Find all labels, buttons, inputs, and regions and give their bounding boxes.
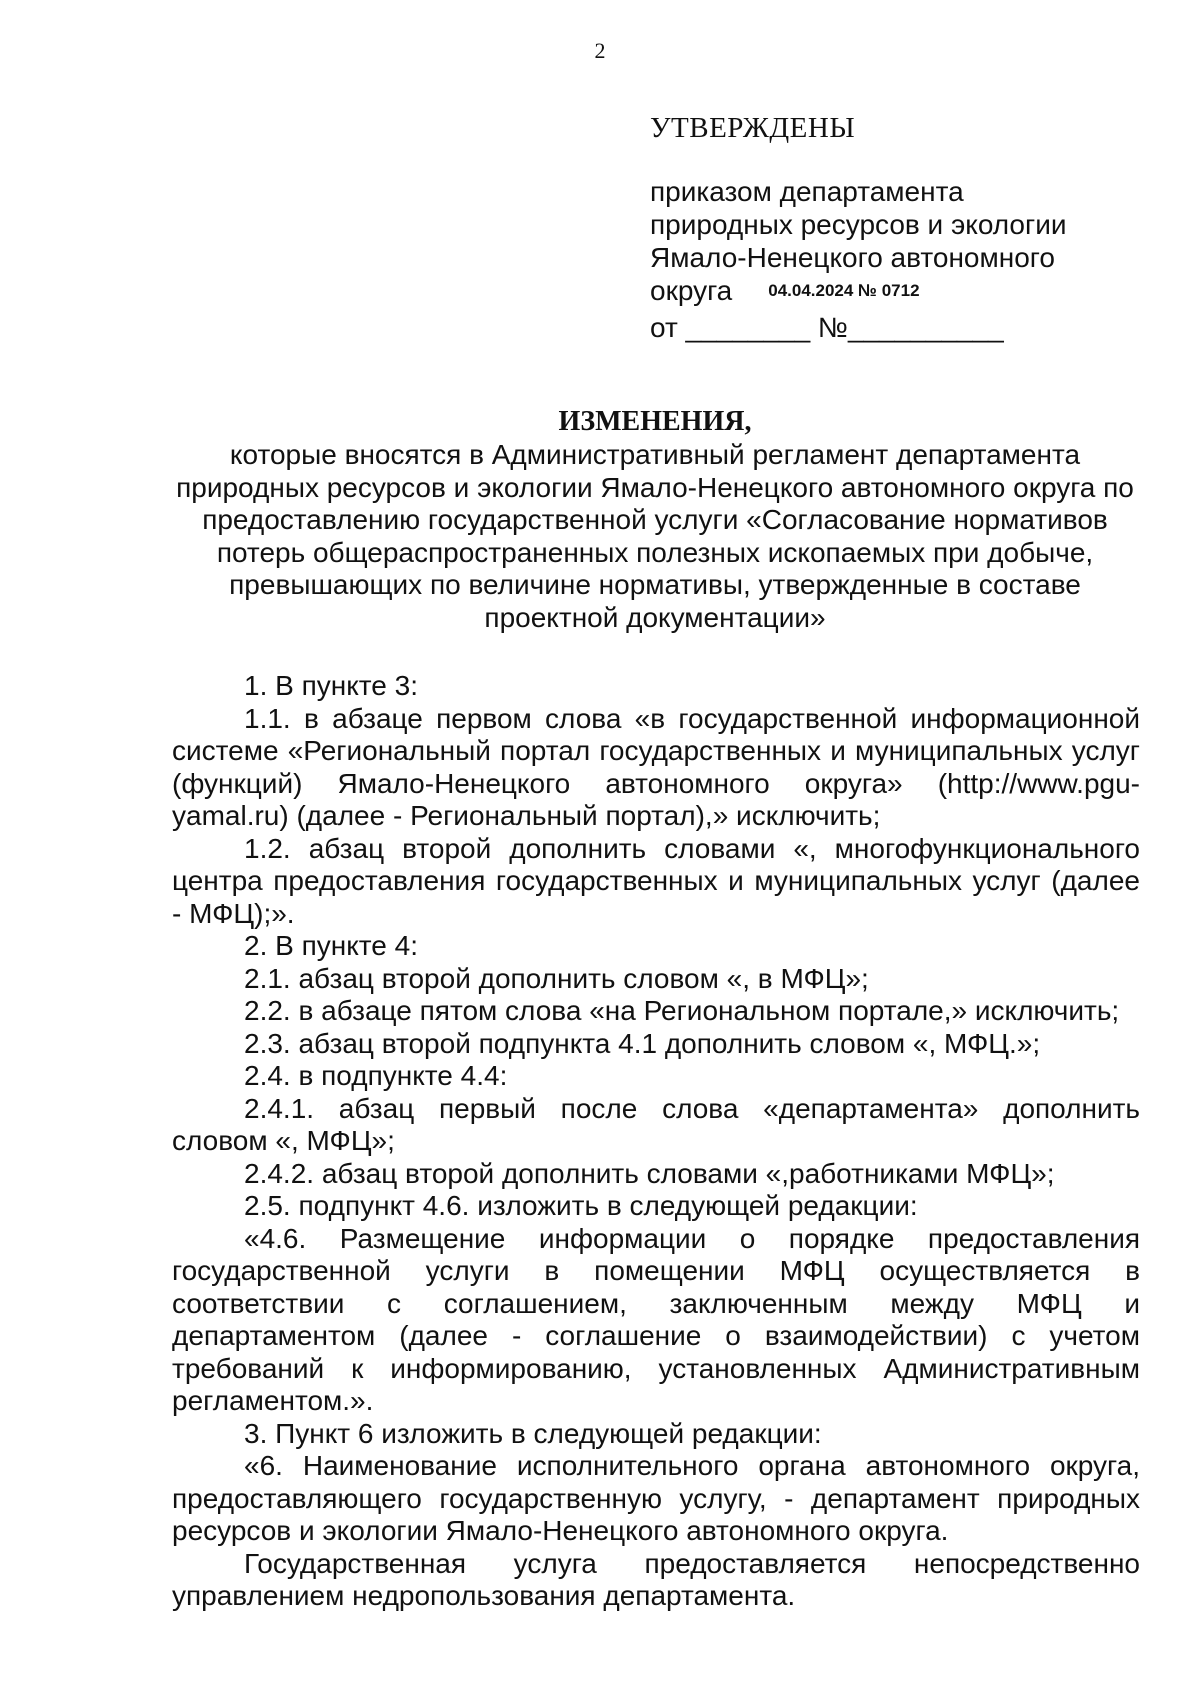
title-description-line: которые вносятся в Административный регламент департамента [229, 439, 1081, 470]
document-title: ИЗМЕНЕНИЯ, [558, 406, 752, 437]
title-block [170, 405, 1140, 634]
approval-date-number-blank: от ________ №__________ [650, 312, 1004, 343]
title-description-line: потерь общераспространенных полезных ископаемых при добыче, [216, 536, 1094, 568]
title-description-line: природных ресурсов и экологии Ямало-Ненецкого автономного округа по [176, 471, 1134, 503]
approval-okruga-text: округа [650, 275, 733, 306]
paragraph: «6. Наименование исполнительного органа автономного округа, предоставляющего государственную услугу, - департамент природных ресурсов и экологии Ямало-Ненецкого автономного округа. [172, 1450, 1140, 1546]
approval-line: Ямало-Ненецкого автономного [650, 242, 1055, 273]
approved-heading: УТВЕРЖДЕНЫ [650, 112, 856, 144]
paragraph: 2.4. в подпункте 4.4: [244, 1060, 508, 1091]
date-number-stamp: 04.04.2024 № 0712 [768, 281, 920, 300]
paragraph: 1.1. в абзаце первом слова «в государственной информационной системе «Региональный портал государственных и муниципальных услуг (функций) Ямало-Ненецкого автономного округа» (http://www.pgu-yamal.ru) (далее - Региональный портал),» исключить; [172, 702, 1140, 831]
paragraph: «4.6. Размещение информации о порядке предоставления государственной услуги в помещении МФЦ осуществляется в соответствии с соглашением, заключенным между МФЦ и департаментом (далее - соглашение о взаимодействии) с учетом требований к информированию, установленных Административным регламентом.». [172, 1222, 1140, 1416]
title-description-line: проектной документации» [484, 601, 826, 633]
approval-block [650, 112, 1130, 344]
paragraph: 2.1. абзац второй дополнить словом «, в МФЦ»; [244, 962, 869, 994]
paragraph: 2.5. подпункт 4.6. изложить в следующей редакции: [244, 1190, 918, 1221]
paragraph: Государственная услуга предоставляется непосредственно управлением недропользования департамента. [172, 1547, 1140, 1611]
document-body [172, 670, 1140, 1613]
page-number: 2 [594, 38, 606, 63]
title-description-line: превышающих по величине нормативы, утвержденные в составе [229, 569, 1081, 600]
paragraph: 2.4.1. абзац первый после слова «департамента» дополнить словом «, МФЦ»; [172, 1092, 1140, 1156]
approval-line: приказом департамента [650, 176, 964, 207]
paragraph: 2.3. абзац второй подпункта 4.1 дополнить словом «, МФЦ.»; [244, 1027, 1041, 1059]
title-description [170, 439, 1140, 634]
paragraph: 2. В пункте 4: [244, 930, 418, 961]
paragraph: 2.4.2. абзац второй дополнить словами «,работниками МФЦ»; [244, 1157, 1055, 1189]
title-description-line: предоставлению государственной услуги «Согласование нормативов [202, 504, 1108, 535]
paragraph: 1. В пункте 3: [244, 670, 418, 701]
paragraph: 2.2. в абзаце пятом слова «на Региональном портале,» исключить; [244, 995, 1120, 1026]
paragraph: 3. Пункт 6 изложить в следующей редакции: [244, 1417, 822, 1449]
paragraph: 1.2. абзац второй дополнить словами «, многофункционального центра предоставления государственных и муниципальных услуг (далее - МФЦ);». [172, 832, 1140, 929]
approval-line: природных ресурсов и экологии [650, 209, 1067, 240]
approval-line-okruga [650, 274, 1130, 311]
